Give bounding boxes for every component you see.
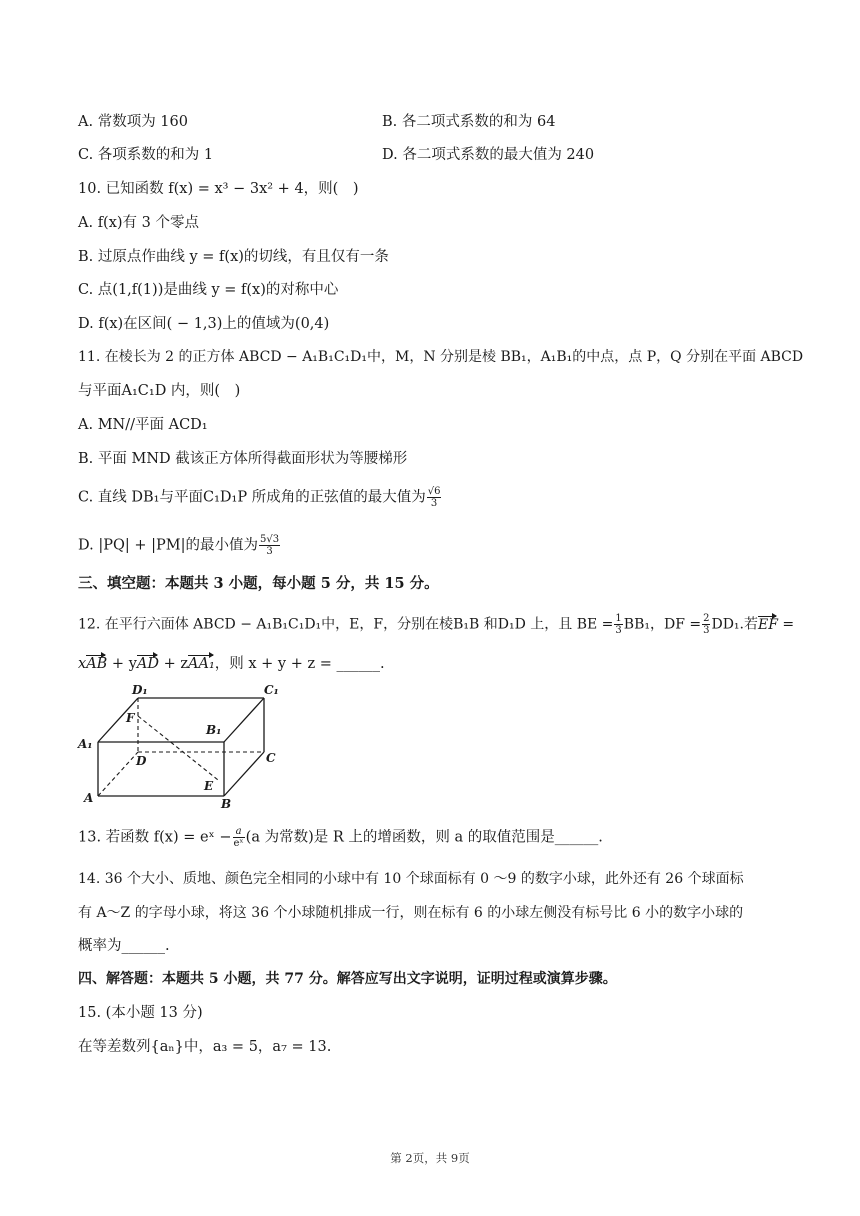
label-a1: A₁ bbox=[78, 737, 93, 751]
q11-option-a: A. MN//平面 ACD₁ bbox=[78, 417, 208, 433]
q15-stem: 15. (本小题 13 分) bbox=[78, 1005, 203, 1021]
q14-line3: 概率为______. bbox=[78, 938, 170, 954]
label-e: E bbox=[204, 779, 214, 793]
section-3-heading: 三、填空题：本题共 3 小题，每小题 5 分，共 15 分。 bbox=[78, 575, 439, 592]
edge-a-d-hidden bbox=[98, 752, 138, 796]
q10-option-a: A. f(x)有 3 个零点 bbox=[78, 215, 199, 231]
q11-stem-line1: 11. 在棱长为 2 的正方体 ABCD − A₁B₁C₁D₁中，M，N 分别是棱 BB₁，A₁B₁的中点，点 P，Q 分别在平面 ABCD bbox=[78, 349, 804, 365]
label-b: B bbox=[221, 797, 232, 810]
section-4-heading: 四、解答题：本题共 5 小题，共 77 分。解答应写出文字说明，证明过程或演算步骤。 bbox=[78, 971, 617, 987]
q13-fraction: $\frac{a}{\text{eˣ}}$ bbox=[233, 826, 244, 849]
q9-option-d: D. 各二项式系数的最大值为 240 bbox=[382, 147, 595, 163]
q13-line: 13. 若函数 f(x) = eˣ − $\frac{a}{\text{eˣ}}$ (a 为常数)是 R 上的增函数，则 a 的取值范围是______. bbox=[78, 826, 603, 849]
q12-ef-vector: EF bbox=[757, 616, 778, 633]
q12-be-fraction: $\frac{1}{3}$ bbox=[615, 613, 622, 636]
q12-ad-vector: AD bbox=[136, 656, 159, 672]
q12-aa1-vector: AA₁ bbox=[188, 656, 215, 672]
q10-option-d: D. f(x)在区间( − 1,3)上的值域为(0,4) bbox=[78, 316, 330, 332]
q12-line2: xAB + yAD + zAA₁，则 x + y + z = ______. bbox=[78, 656, 385, 672]
q9-option-a: A. 常数项为 160 bbox=[78, 114, 188, 130]
label-d1: D₁ bbox=[132, 683, 148, 697]
q12-line1: 12. 在平行六面体 ABCD − A₁B₁C₁D₁中，E，F，分别在棱B₁B 和D₁D 上，且 BE = $\frac{1}{3}$ BB₁，DF = $\frac{2}{3}$ DD₁.若EF = bbox=[78, 613, 795, 636]
q9-option-c: C. 各项系数的和为 1 bbox=[78, 147, 214, 163]
label-f: F bbox=[126, 711, 135, 725]
edge-b-c bbox=[224, 752, 264, 796]
label-c1: C₁ bbox=[264, 683, 279, 697]
q14-line2: 有 A～Z 的字母小球，将这 36 个小球随机排成一行，则在标有 6 的小球左侧没有标号比 6 小的数字小球的 bbox=[78, 905, 744, 921]
q11-option-c-fraction: $\frac{√6}{3}$ bbox=[427, 486, 441, 509]
label-b1: B₁ bbox=[206, 723, 222, 737]
q11-option-d bbox=[78, 534, 281, 557]
q11-option-b: B. 平面 MND 截该正方体所得截面形状为等腰梯形 bbox=[78, 451, 408, 467]
label-d: D bbox=[136, 754, 147, 768]
label-a: A bbox=[84, 791, 94, 805]
label-c: C bbox=[266, 751, 276, 765]
q9-option-b: B. 各二项式系数的和为 64 bbox=[382, 114, 556, 130]
q11-option-c-text: C. 直线 DB₁与平面C₁D₁P 所成角的正弦值的最大值为 bbox=[78, 489, 426, 506]
q11-stem-line2: 与平面A₁C₁D 内，则( ) bbox=[78, 383, 241, 399]
q15-line1: 在等差数列{aₙ}中，a₃ = 5，a₇ = 13. bbox=[78, 1039, 332, 1055]
q10-option-c: C. 点(1,f(1))是曲线 y = f(x)的对称中心 bbox=[78, 282, 339, 298]
q11-option-d-fraction: $\frac{5√3}{3}$ bbox=[259, 534, 280, 557]
parallelepiped-figure bbox=[76, 682, 296, 810]
q12-ab-vector: AB bbox=[86, 656, 108, 672]
q10-option-b: B. 过原点作曲线 y = f(x)的切线，有且仅有一条 bbox=[78, 249, 389, 265]
q14-line1: 14. 36 个大小、质地、颜色完全相同的小球中有 10 个球面标有 0 ～9 的数字小球，此外还有 26 个球面标 bbox=[78, 871, 744, 887]
q12-df-fraction: $\frac{2}{3}$ bbox=[703, 613, 710, 636]
q11-option-d-text: D. |PQ| + |PM|的最小值为 bbox=[78, 537, 258, 554]
q10-stem: 10. 已知函数 f(x) = x³ − 3x² + 4，则( ) bbox=[78, 181, 359, 197]
edge-b1-c1 bbox=[224, 698, 264, 742]
page-footer: 第 2页，共 9页 bbox=[390, 1151, 470, 1165]
q11-option-c bbox=[78, 486, 442, 509]
